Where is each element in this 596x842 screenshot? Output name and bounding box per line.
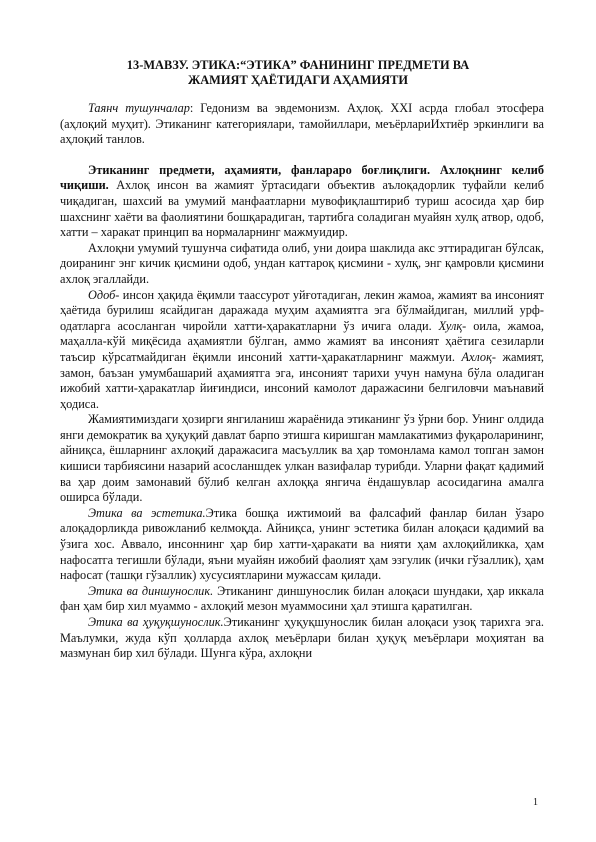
morality-circle-paragraph: Ахлоқни умумий тушунча сифатида олиб, уни доира шаклида акс эттирадиган бўлсак, доиранинг энг кичик қисмини одоб, ундан каттароқ қисмини - хулқ, энг қамровли қисмини ахлоқ эгаллайди. <box>60 240 544 286</box>
ethics-religion-text: Этиканинг диншунослик билан алоқаси шундаки, ҳар иккала фан ҳам бир хил муаммо - ахлоқий мезон муаммосини ҳал этишга қаратилган. <box>60 583 544 614</box>
ethics-religion-paragraph <box>60 584 544 615</box>
key-concepts-paragraph <box>60 101 544 148</box>
subject-paragraph <box>60 163 544 241</box>
definition-ahloq: - жамият, замон, баъзан умумбашарий аҳамиятга эга, инсоният тарихи учун намуна бўла оладиган ижобий хатти-ҳаракатлар йиғиндиси, инсоний камолот даражасини белгиловчи маънавий ҳодиса. <box>60 349 544 411</box>
key-concepts-text: : Гедонизм ва эвдемонизм. Аҳлоқ. XXI асрда глобал этосфера (аҳлоқий муҳит). Этиканинг категориялари, тамойиллари, меъёрлариИхтиёр эркинлиги ва аҳлоқий танлов. <box>60 101 544 147</box>
definition-hulq: - оила, жамоа, маҳалла-кўй миқёсида аҳамиятли бўлган, аммо жамият ва инсоният ҳаётига сезиларли таъсир кўрсатмайдиган ёқимли инсоний хатти-ҳаракатларнинг мажмуи. <box>60 318 544 364</box>
term-ahloq: Ахлоқ <box>461 349 492 364</box>
ethics-aesthetics-text: Этика бошқа ижтимоий ва фалсафий фанлар билан ўзаро алоқадорликда ривожланиб келмоқда. Айниқса, унинг эстетика билан алоқаси қадимий ва ўзига хос. Аввало, инсоннинг ҳар бир хатти-ҳаракати ва нияти ҳам ахлоқийликка, ҳам нафосатга тегишли бўлади, яъни муайян ижобий фаолият ҳам эзгулик (ички гўзаллик), ҳам нафосат (ташқи гўзаллик) хусусиятларини мужассам қилади. <box>60 505 544 583</box>
section-heading: Этиканинг предмети, аҳамияти, фанлараро боғлиқлиги. Ахлоқнинг келиб чиқиши. <box>60 162 544 193</box>
term-odob: Одоб <box>88 287 116 302</box>
ethics-religion-label: Этика ва диншунослик. <box>88 583 214 598</box>
title-line-1: 13-МАВЗУ. ЭТИКА:“ЭТИКА” ФАНИНИНГ ПРЕДМЕТИ ВА <box>126 58 470 72</box>
ethics-aesthetics-paragraph <box>60 506 544 584</box>
term-hulq: Хулқ <box>438 318 463 333</box>
society-paragraph: Жамиятимиздаги ҳозирги янгиланиш жараёнида этиканинг ўз ўрни бор. Унинг олдида янги демократик ва ҳуқуқий давлат барпо этишга киришган мамлакатимиз фуқароларининг, айниқса, ёшларнинг ахлоқий даражасига масъуллик ва ҳар томонлама камол топган замон кишиси тарбиясини назарий асосланшдек улкан вазифалар турибди. Уларни фақат қадимий ва ҳар доим замонавий бўлиб келган ахлоққа янгича ёндашувлар асосидагина амалга оширса бўлади. <box>60 412 544 505</box>
title-line-2: ЖАМИЯТ ҲАЁТИДАГИ АҲАМИЯТИ <box>187 73 409 87</box>
document-body <box>60 101 544 662</box>
ethics-law-text: Этиканинг ҳуқуқшунослик билан алоқаси узоқ тарихга эга. Маълумки, жуда кўп ҳолларда ахлоқ меъёрлари билан ҳуқуқ меъёрлари моҳиятан ва мазмунан бир хил бўлади. Шунга кўра, ахлоқни <box>60 615 544 661</box>
ethics-aesthetics-label: Этика ва эстетика. <box>88 505 206 520</box>
document-title <box>60 58 536 88</box>
definitions-paragraph <box>60 288 544 413</box>
page-number: 1 <box>533 797 538 808</box>
definition-odob: - инсон ҳақида ёқимли таассурот уйғотадиган, лекин жамоа, жамият ва инсоният ҳаётида бурилиш ясайдиган даражада муҳим аҳамиятга эга бўлмайдиган, миллий урф-одатларга асосланган чиройли хатти-ҳаракатларни ўз ичига олади. <box>60 287 544 333</box>
ethics-law-label: Этика ва ҳуқуқшунослик. <box>88 615 224 629</box>
key-concepts-label: Таянч тушунчалар <box>88 101 190 115</box>
ethics-law-paragraph <box>60 615 544 662</box>
subject-text: Ахлоқ инсон ва жамият ўртасидаги объектив аълоқадорлик туфайли келиб чиқадиган, шахсий ва умумий манфаатларни мувофиқлаштириб туриш асосида ҳар бир шахснинг хаёти ва фаолиятини бошқарадиган, тартибга соладиган муайян хулқ атвор, одоб, хатти – харакат принцип ва нормаларнинг мажмуидир. <box>60 178 544 240</box>
